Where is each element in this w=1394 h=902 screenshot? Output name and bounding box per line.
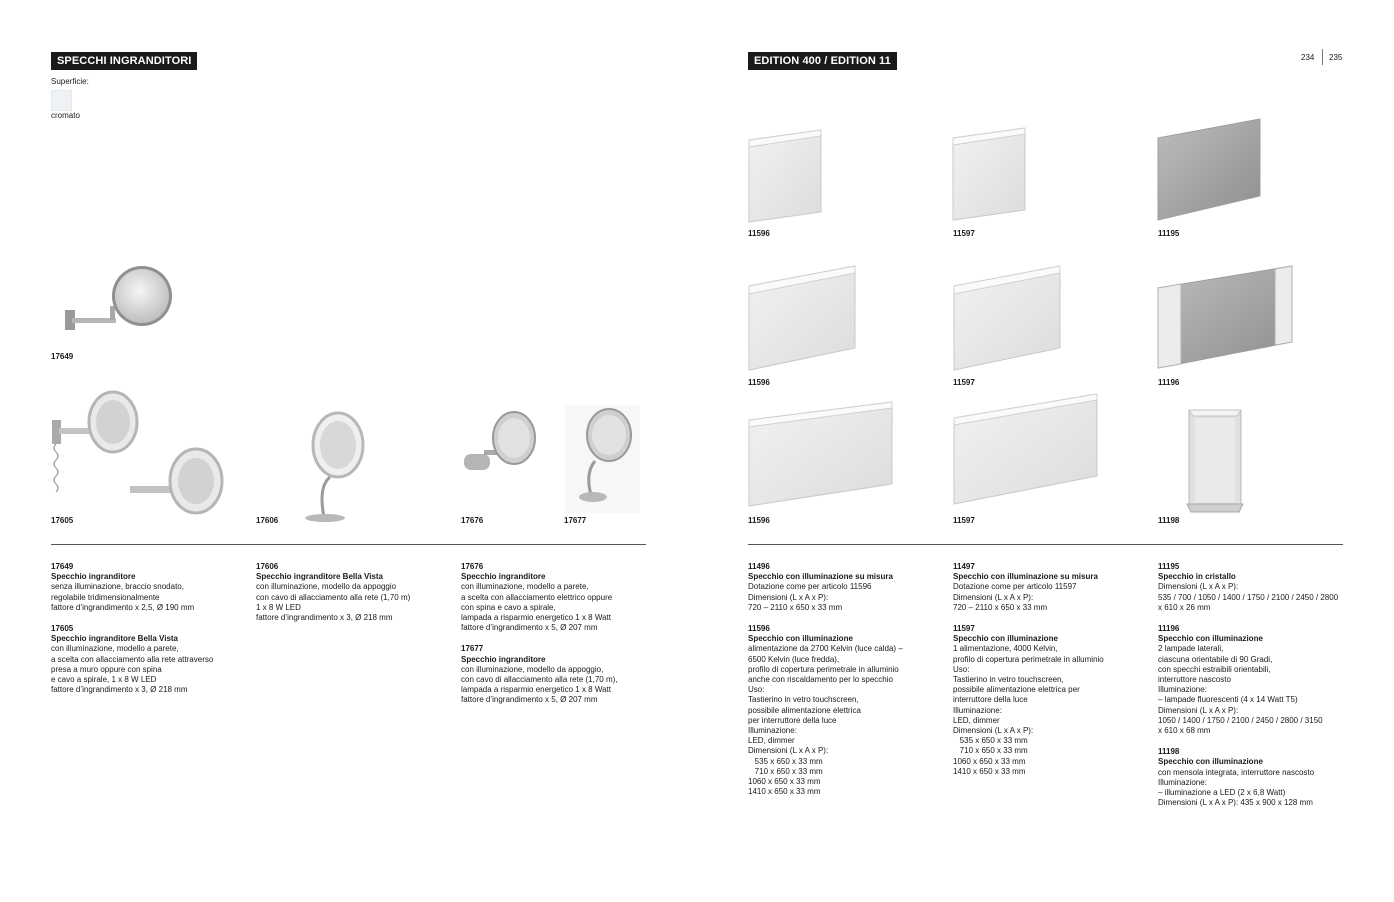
desc-column-right-3 xyxy=(1158,562,1343,819)
image-code-17649: 17649 xyxy=(51,352,74,361)
desc-line: Dimensioni (L x A x P): xyxy=(953,726,1034,736)
image-code-11597-a: 11597 xyxy=(953,229,975,238)
desc-title: Specchio ingranditore Bella Vista xyxy=(256,572,383,582)
product-image-17676 xyxy=(458,408,548,483)
image-code-17605: 17605 xyxy=(51,516,74,525)
desc-line: 1050 / 1400 / 1750 / 2100 / 2450 / 2800 / 3150 xyxy=(1158,715,1323,725)
desc-line: 2 lampade laterali, xyxy=(1158,644,1224,654)
desc-line: regolabile tridimensionalmente xyxy=(51,592,160,602)
product-image-11597 xyxy=(952,126,1028,222)
desc-line: e cavo a spirale, 1 x 8 W LED xyxy=(51,675,157,685)
desc-line: a scelta con allacciamento elettrico oppure xyxy=(461,592,613,602)
desc-column-right-2 xyxy=(953,562,1143,788)
product-image-17649 xyxy=(60,258,180,340)
desc-line: 6500 Kelvin (luce fredda), xyxy=(748,654,840,664)
desc-code: 17676 xyxy=(461,562,484,571)
desc-line: LED, dimmer xyxy=(953,715,1000,725)
desc-code: 11198 xyxy=(1158,747,1180,757)
desc-line: fattore d’ingrandimento x 5, Ø 207 mm xyxy=(461,695,598,705)
product-image-11195 xyxy=(1157,118,1263,222)
desc-line: interruttore della luce xyxy=(953,695,1028,705)
desc-line: profilo di copertura perimetrale in alluminio xyxy=(953,654,1104,664)
desc-block-11198 xyxy=(1158,747,1343,808)
desc-block-11496 xyxy=(748,562,938,613)
desc-block-11597 xyxy=(953,624,1143,777)
desc-title: Specchio con illuminazione xyxy=(1158,634,1263,644)
desc-line: Dimensioni (L x A x P): xyxy=(953,592,1034,602)
desc-title: Specchio ingranditore xyxy=(461,654,546,664)
surface-label: Superficie: xyxy=(51,77,89,86)
desc-title: Specchio ingranditore xyxy=(51,572,136,582)
desc-line: fattore d’ingrandimento x 3, Ø 218 mm xyxy=(51,685,188,695)
desc-line: Uso: xyxy=(748,685,765,695)
product-image-17677 xyxy=(565,405,640,513)
desc-code: 17605 xyxy=(51,624,74,634)
desc-block-17676 xyxy=(461,562,651,633)
desc-line: x 610 x 26 mm xyxy=(1158,602,1211,612)
desc-line: Dimensioni (L x A x P): xyxy=(748,746,829,756)
product-image-11198 xyxy=(1185,404,1247,514)
desc-title: Specchio con illuminazione xyxy=(953,634,1058,644)
desc-line: LED, dimmer xyxy=(748,736,795,746)
desc-line: con illuminazione, modello a parete, xyxy=(51,644,179,654)
desc-code: 11196 xyxy=(1158,624,1180,634)
desc-title: Specchio con illuminazione xyxy=(748,634,853,644)
image-code-11596-a: 11596 xyxy=(748,229,770,238)
image-code-17677: 17677 xyxy=(564,516,587,525)
desc-line: 1060 x 650 x 33 mm xyxy=(953,756,1026,766)
desc-line: Illuminazione: xyxy=(1158,777,1207,787)
desc-line: 535 x 650 x 33 mm xyxy=(748,756,823,766)
surface-name: cromato xyxy=(51,111,80,120)
product-image-11596-xl xyxy=(748,400,894,508)
image-code-11597-c: 11597 xyxy=(953,516,975,525)
desc-title: Specchio con illuminazione xyxy=(1158,757,1263,767)
desc-line: profilo di copertura perimetrale in alluminio xyxy=(748,664,899,674)
desc-line: Uso: xyxy=(953,664,970,674)
desc-title: Specchio ingranditore Bella Vista xyxy=(51,634,178,644)
desc-column-left-1 xyxy=(51,562,241,706)
section-title-right: EDITION 400 / EDITION 11 xyxy=(748,52,897,70)
desc-line: Illuminazione: xyxy=(1158,685,1207,695)
desc-line: con specchi estraibili orientabili, xyxy=(1158,664,1271,674)
desc-line: 535 / 700 / 1050 / 1400 / 1750 / 2100 / 2450 / 2800 xyxy=(1158,592,1339,602)
desc-line: con illuminazione, modello da appoggio, xyxy=(461,664,604,674)
desc-line: Dotazione come per articolo 11596 xyxy=(748,582,872,592)
desc-column-left-3 xyxy=(461,562,651,717)
desc-line: x 610 x 68 mm xyxy=(1158,726,1211,736)
image-code-11596-c: 11596 xyxy=(748,516,770,525)
page-number-divider xyxy=(1322,49,1323,65)
desc-line: Illuminazione: xyxy=(953,705,1002,715)
image-code-11596-b: 11596 xyxy=(748,378,770,387)
image-code-17606: 17606 xyxy=(256,516,279,525)
desc-line: lampada a risparmio energetico 1 x 8 Watt xyxy=(461,613,611,623)
desc-line: presa a muro oppure con spina xyxy=(51,664,162,674)
desc-code: 17606 xyxy=(256,562,279,571)
divider-right xyxy=(748,544,1343,545)
desc-title: Specchio con illuminazione su misura xyxy=(953,572,1098,582)
desc-title: Specchio ingranditore xyxy=(461,572,546,582)
image-code-11597-b: 11597 xyxy=(953,378,975,387)
desc-line: 720 – 2110 x 650 x 33 mm xyxy=(748,602,843,612)
desc-line: – lampade fluorescenti (4 x 14 Watt T5) xyxy=(1158,695,1298,705)
desc-block-11497 xyxy=(953,562,1143,613)
image-code-11196: 11196 xyxy=(1158,378,1180,387)
desc-line: 710 x 650 x 33 mm xyxy=(953,746,1028,756)
desc-line: per interruttore della luce xyxy=(748,715,837,725)
desc-line: 535 x 650 x 33 mm xyxy=(953,736,1028,746)
surface-swatch-chrome xyxy=(51,90,72,111)
desc-line: a scelta con allacciamento alla rete attraverso xyxy=(51,654,214,664)
desc-code: 11596 xyxy=(748,624,770,634)
desc-line: Dotazione come per articolo 11597 xyxy=(953,582,1077,592)
desc-code: 17649 xyxy=(51,562,74,571)
desc-line: con illuminazione, modello da appoggio xyxy=(256,582,397,592)
section-title-left: SPECCHI INGRANDITORI xyxy=(51,52,197,70)
desc-code: 11496 xyxy=(748,562,770,571)
desc-line: interruttore nascosto xyxy=(1158,675,1231,685)
product-image-11596 xyxy=(748,128,824,224)
desc-block-17649 xyxy=(51,562,241,613)
desc-line: – illuminazione a LED (2 x 6,8 Watt) xyxy=(1158,788,1286,798)
desc-line: 1410 x 650 x 33 mm xyxy=(953,766,1026,776)
desc-title: Specchio con illuminazione su misura xyxy=(748,572,893,582)
desc-column-right-1 xyxy=(748,562,938,808)
desc-line: con cavo di allacciamento alla rete (1,70 m) xyxy=(256,592,411,602)
desc-line: Tastierino in vetro touchscreen, xyxy=(953,675,1064,685)
desc-line: Dimensioni (L x A x P): 435 x 900 x 128 mm xyxy=(1158,798,1313,808)
desc-line: fattore d’ingrandimento x 3, Ø 218 mm xyxy=(256,613,393,623)
desc-code: 11497 xyxy=(953,562,975,571)
desc-line: 1060 x 650 x 33 mm xyxy=(748,777,821,787)
desc-line: alimentazione da 2700 Kelvin (luce calda) – xyxy=(748,644,903,654)
product-image-11597-xl xyxy=(953,392,1099,508)
product-image-11596-wide xyxy=(748,264,858,372)
desc-line: fattore d’ingrandimento x 2,5, Ø 190 mm xyxy=(51,602,195,612)
desc-code: 11195 xyxy=(1158,562,1180,571)
desc-line: con mensola integrata, interruttore nascosto xyxy=(1158,767,1315,777)
desc-line: Illuminazione: xyxy=(748,726,797,736)
product-image-11196 xyxy=(1157,264,1295,370)
desc-column-left-2 xyxy=(256,562,446,634)
desc-line: lampada a risparmio energetico 1 x 8 Watt xyxy=(461,685,611,695)
desc-line: 1410 x 650 x 33 mm xyxy=(748,787,821,797)
desc-line: con spina e cavo a spirale, xyxy=(461,602,556,612)
product-image-17606 xyxy=(290,405,380,520)
desc-line: Tastierino in vetro touchscreen, xyxy=(748,695,859,705)
image-code-11198: 11198 xyxy=(1158,516,1180,525)
desc-block-17605 xyxy=(51,624,241,695)
desc-line: ciascuna orientabile di 90 Gradi, xyxy=(1158,654,1273,664)
desc-title: Specchio in cristallo xyxy=(1158,572,1236,582)
product-image-11597-wide xyxy=(953,264,1063,372)
page-number-right: 235 xyxy=(1329,53,1343,62)
desc-block-17606 xyxy=(256,562,446,623)
desc-line: senza illuminazione, braccio snodato, xyxy=(51,582,184,592)
product-image-17605 xyxy=(50,390,230,515)
page-number-left: 234 xyxy=(1301,53,1315,62)
desc-line: fattore d’ingrandimento x 5, Ø 207 mm xyxy=(461,623,598,633)
desc-block-17677 xyxy=(461,644,651,705)
desc-line: anche con riscaldamento per lo specchio xyxy=(748,675,893,685)
desc-line: Dimensioni (L x A x P): xyxy=(1158,705,1239,715)
image-code-17676: 17676 xyxy=(461,516,484,525)
desc-block-11196 xyxy=(1158,624,1343,736)
desc-line: possibile alimentazione elettrica xyxy=(748,705,861,715)
divider-left xyxy=(51,544,646,545)
desc-line: 1 alimentazione, 4000 Kelvin, xyxy=(953,644,1058,654)
desc-line: con illuminazione, modello a parete, xyxy=(461,582,589,592)
desc-line: Dimensioni (L x A x P): xyxy=(748,592,829,602)
desc-line: Dimensioni (L x A x P): xyxy=(1158,582,1239,592)
desc-code: 11597 xyxy=(953,624,975,634)
desc-code: 17677 xyxy=(461,644,484,654)
desc-line: 1 x 8 W LED xyxy=(256,602,301,612)
image-code-11195: 11195 xyxy=(1158,229,1180,238)
desc-line: con cavo di allacciamento alla rete (1,70 m), xyxy=(461,675,618,685)
desc-line: possibile alimentazione elettrica per xyxy=(953,685,1080,695)
desc-line: 710 x 650 x 33 mm xyxy=(748,766,823,776)
desc-line: 720 – 2110 x 650 x 33 mm xyxy=(953,602,1048,612)
desc-block-11195 xyxy=(1158,562,1343,613)
desc-block-11596 xyxy=(748,624,938,797)
